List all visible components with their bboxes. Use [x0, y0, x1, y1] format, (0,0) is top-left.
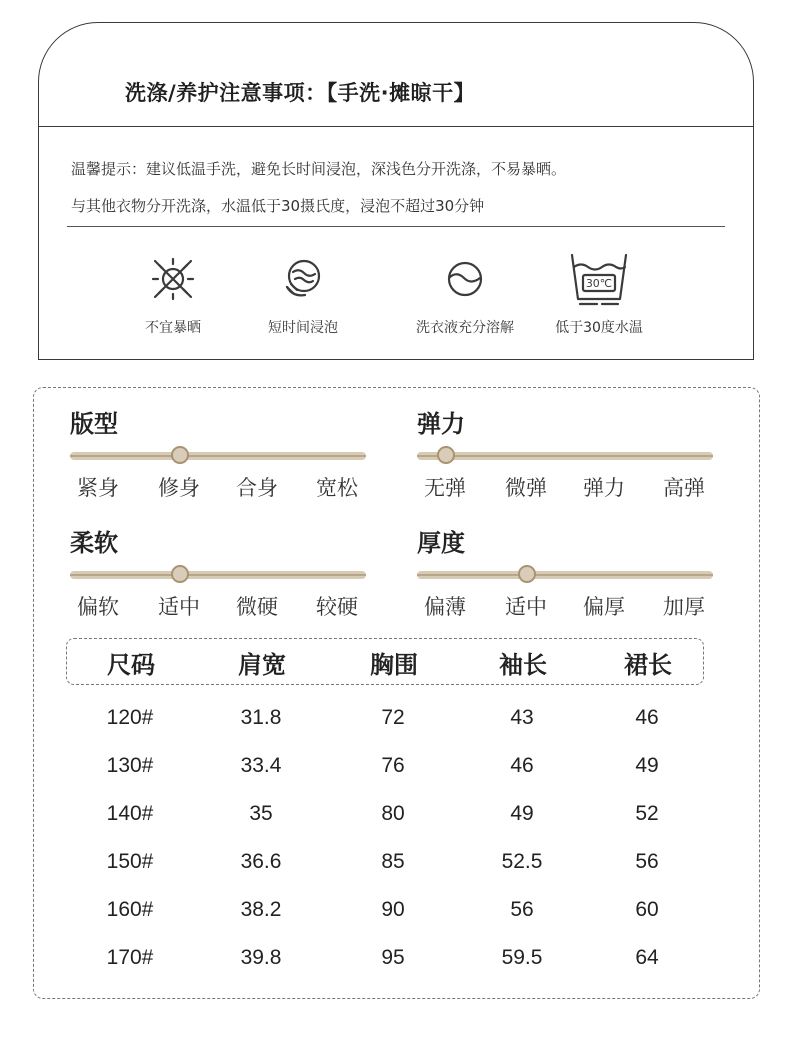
property-title: 柔软 [70, 529, 118, 557]
table-cell: 140# [106, 802, 154, 825]
column-header-size: 尺码 [107, 651, 155, 679]
property-option: 适中 [158, 595, 200, 619]
care-tips [71, 151, 566, 225]
table-cell: 43 [510, 706, 534, 729]
table-cell: 76 [381, 754, 405, 777]
detergent-dissolve-icon [435, 249, 495, 309]
table-cell: 85 [381, 850, 405, 873]
property-option: 偏薄 [424, 595, 466, 619]
no-sun-icon [143, 249, 203, 309]
table-cell: 160# [106, 898, 154, 921]
size-table-header [66, 638, 704, 685]
property-option: 合身 [236, 476, 278, 500]
table-cell: 56 [510, 898, 534, 921]
wash-30c-icon [564, 249, 634, 309]
care-icon-label: 不宜暴晒 [145, 320, 201, 336]
divider [67, 226, 725, 227]
table-cell: 80 [381, 802, 405, 825]
property-slider [417, 452, 713, 460]
property-option: 弹力 [583, 476, 625, 500]
table-cell: 33.4 [240, 754, 282, 777]
table-row [0, 802, 790, 850]
property-option: 微硬 [236, 595, 278, 619]
table-cell: 95 [381, 946, 405, 969]
column-header-chest: 胸围 [370, 651, 418, 679]
table-cell: 31.8 [240, 706, 282, 729]
table-cell: 170# [106, 946, 154, 969]
care-tip-line-2: 与其他衣物分开洗涤，水温低于30摄氏度，浸泡不超过30分钟 [71, 197, 485, 215]
property-option: 加厚 [663, 595, 705, 619]
table-cell: 49 [635, 754, 659, 777]
table-cell: 38.2 [240, 898, 282, 921]
care-title: 洗涤/养护注意事项：【手洗·摊晾干】 [125, 81, 476, 105]
divider [39, 126, 753, 127]
care-icon-label: 低于30度水温 [555, 320, 643, 336]
thickness-property [417, 525, 717, 621]
table-cell: 90 [381, 898, 405, 921]
short-soak-icon [273, 249, 333, 309]
care-icon-item [395, 249, 535, 337]
table-cell: 150# [106, 850, 154, 873]
property-title: 弹力 [417, 410, 465, 438]
care-icon-label: 短时间浸泡 [268, 320, 338, 336]
table-cell: 39.8 [240, 946, 282, 969]
property-option: 无弹 [424, 476, 466, 500]
property-slider [417, 571, 713, 579]
slider-knob [171, 565, 189, 583]
property-option: 紧身 [77, 476, 119, 500]
table-cell: 64 [635, 946, 659, 969]
table-cell: 46 [635, 706, 659, 729]
slider-knob [437, 446, 455, 464]
care-instructions-card [38, 22, 754, 360]
slider-knob [171, 446, 189, 464]
property-options [417, 472, 717, 502]
table-row [0, 898, 790, 946]
property-slider [70, 571, 366, 579]
care-tip-line-1: 温馨提示：建议低温手洗，避免长时间浸泡，深浅色分开洗涤，不易暴晒。 [71, 160, 567, 178]
care-icon-label: 洗衣液充分溶解 [416, 320, 514, 336]
property-title: 厚度 [417, 529, 465, 557]
property-option: 偏厚 [583, 595, 625, 619]
table-cell: 130# [106, 754, 154, 777]
table-cell: 72 [381, 706, 405, 729]
wash-temp-badge: 30℃ [585, 277, 613, 290]
slider-knob [518, 565, 536, 583]
column-header-shoulder: 肩宽 [238, 651, 286, 679]
property-option: 修身 [158, 476, 200, 500]
care-icon-item [233, 249, 373, 337]
property-option: 较硬 [316, 595, 358, 619]
table-cell: 120# [106, 706, 154, 729]
table-cell: 59.5 [501, 946, 543, 969]
care-icons [39, 249, 753, 339]
property-option: 偏软 [77, 595, 119, 619]
property-options [417, 591, 717, 621]
property-title: 版型 [70, 410, 118, 438]
care-icon-item [529, 249, 669, 337]
column-header-length: 裙长 [624, 651, 672, 679]
table-cell: 35 [249, 802, 273, 825]
property-option: 适中 [505, 595, 547, 619]
property-option: 宽松 [316, 476, 358, 500]
fit-property [70, 406, 370, 502]
table-row [0, 754, 790, 802]
elasticity-property [417, 406, 717, 502]
property-option: 微弹 [505, 476, 547, 500]
property-option: 高弹 [663, 476, 705, 500]
property-options [70, 591, 370, 621]
table-row [0, 706, 790, 754]
column-header-sleeve: 袖长 [499, 651, 547, 679]
table-cell: 46 [510, 754, 534, 777]
table-row [0, 850, 790, 898]
table-cell: 52 [635, 802, 659, 825]
table-cell: 56 [635, 850, 659, 873]
table-cell: 36.6 [240, 850, 282, 873]
care-icon-item [103, 249, 243, 337]
table-cell: 52.5 [501, 850, 543, 873]
softness-property [70, 525, 370, 621]
table-cell: 60 [635, 898, 659, 921]
table-row [0, 946, 790, 994]
property-options [70, 472, 370, 502]
table-cell: 49 [510, 802, 534, 825]
property-slider [70, 452, 366, 460]
